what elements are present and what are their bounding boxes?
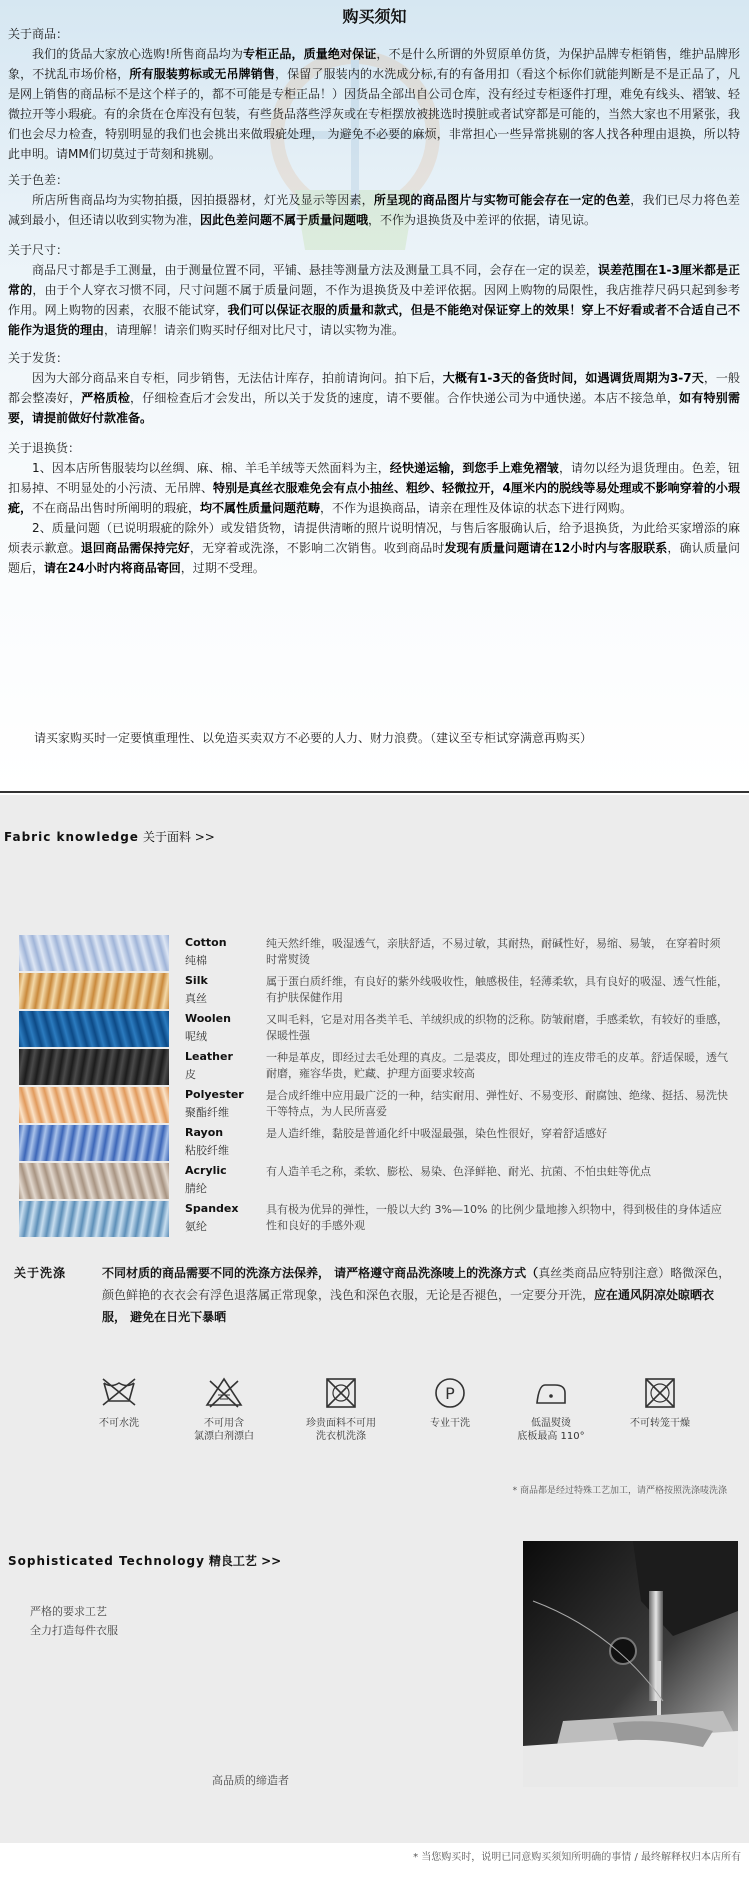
no-machine-wash-icon <box>321 1375 361 1411</box>
fabric-heading-cn: 关于面料 >> <box>142 830 215 844</box>
section-heading: 关于发货： <box>8 351 69 365</box>
closing-note: 请买家购买时一定要慎重理性、以免造买卖双方不必要的人力、财力浪费。（建议至专柜试穿满意再购买） <box>34 731 593 745</box>
body-text: ，过期不受理。 <box>180 561 265 575</box>
fabric-name-cn: 呢绒 <box>185 1030 207 1043</box>
fabric-description: 有人造羊毛之称，柔软、膨松、易染、色泽鲜艳、耐光、抗菌、不怕虫蛀等优点 <box>266 1165 651 1178</box>
dry-clean-icon <box>430 1375 470 1411</box>
fabric-item-leather <box>0 1049 749 1089</box>
emphasis-text: 不同材质的商品需要不同的洗涤方法保养， 请严格遵守商品洗涤唛上的洗涤方式（ <box>102 1266 539 1280</box>
body-text: ，我们已尽力将色差减到最小，但还请以收到实物为准， <box>8 193 740 227</box>
fabric-name-en: Cotton <box>185 936 227 949</box>
body-text: ，一般都会整凑好， <box>8 371 740 405</box>
technology-heading <box>8 1552 281 1569</box>
body-text: 因为大部分商品来自专柜，同步销售，无法估计库存，拍前请询问。拍下后， <box>32 371 443 385</box>
fabric-swatch <box>19 1011 169 1047</box>
body-text: ，保留了服装内的水洗成分标,有的有备用扣（看这个标你们就能判断是不是正品了，凡是网上销售的商品标不是这个样子的，都不可能是专柜正品！）因货品全部出自公司仓库，没有经过专柜逐件打理，难免有线头、褶皱、轻微拉开等小瑕疵。有的余货在仓库没有包装，有些货品落些浮灰或在专柜摆放被挑选时摸脏或者试穿都是可能的，当然大家也不用紧张，我们也会尽力检查，特别明显的我们也会挑出来做瑕疵处理， 为避免不必要的麻烦，非常担心一些异常挑剔的客人找各种理由退换，所以特此申明。请MM们切莫过于苛刻和挑剔。 <box>8 67 741 161</box>
fabric-description: 纯天然纤维，吸湿透气，亲肤舒适，不易过敏，其耐热，耐碱性好，易缩、易皱， 在穿着时须时常熨烫 <box>266 937 721 966</box>
body-text: 所店所售商品均为实物拍摄，因拍摄器材，灯光及显示等因素， <box>32 193 374 207</box>
no-tumble-dry-icon <box>640 1375 680 1411</box>
care-label: 不可用含 氯漂白剂漂白 <box>194 1418 254 1442</box>
body-text: 不在商品出售时所阐明的瑕疵， <box>32 501 201 515</box>
fabric-name-en: Leather <box>185 1050 233 1063</box>
fabric-item-silk <box>0 973 749 1013</box>
body-text: ，请勿以经为退货理由。色差，钮扣易掉、不明显处的小污渍、无吊牌、 <box>8 461 740 495</box>
fabric-item-acrylic <box>0 1163 749 1203</box>
no-wash-icon <box>99 1375 139 1411</box>
body-text: 2、质量问题（已说明瑕疵的除外）或发错货物，请提供清晰的照片说明情况，与售后客服确认后，给予退换货，为此给买家增添的麻烦表示歉意。 <box>8 521 740 555</box>
fabric-name-cn: 皮 <box>185 1068 196 1081</box>
section-body <box>8 44 740 164</box>
section-body <box>8 260 740 340</box>
technology-section <box>0 1525 749 1886</box>
purchase-notice <box>0 0 749 790</box>
fabric-swatch <box>19 1163 169 1199</box>
technology-line-3: 高品质的缔造者 <box>212 1774 289 1787</box>
emphasis-text: 应在通风阴凉处晾晒衣服， 避免在日光下暴晒 <box>102 1288 715 1324</box>
fabric-item-woolen <box>0 1011 749 1051</box>
care-label: 专业干洗 <box>430 1418 470 1429</box>
fabric-item-spandex <box>0 1201 749 1241</box>
care-instruction <box>615 1375 705 1430</box>
emphasis-text: 请在24小时内将商品寄回 <box>44 561 181 575</box>
body-text: ，不作为退换商品，请亲在理性及体谅的状态下进行网购。 <box>320 501 633 515</box>
fabric-swatch <box>19 973 169 1009</box>
fabric-name-en: Silk <box>185 974 208 987</box>
fabric-swatch <box>19 1049 169 1085</box>
fabric-description: 具有极为优异的弹性，一般以大约 3%—10% 的比例少量地掺入织物中，得到极佳的身体适应性和良好的手感外观 <box>266 1203 722 1232</box>
section-divider <box>0 791 749 793</box>
care-instruction <box>179 1375 269 1443</box>
emphasis-text: 均不属性质量问题范畴 <box>200 501 321 515</box>
washing-text <box>102 1262 732 1328</box>
fabric-name-cn: 聚酯纤维 <box>185 1106 229 1119</box>
fabric-knowledge <box>0 795 749 1525</box>
fabric-name-en: Woolen <box>185 1012 231 1025</box>
fabric-name-en: Polyester <box>185 1088 244 1101</box>
section-body <box>8 368 740 428</box>
fabric-name-cn: 粘胶纤维 <box>185 1144 229 1157</box>
fabric-name-cn: 纯棉 <box>185 954 207 967</box>
iron-low-icon <box>531 1375 571 1411</box>
section-heading: 关于色差： <box>8 173 69 187</box>
section-heading: 关于尺寸： <box>8 243 69 257</box>
returns-policy-2 <box>8 518 740 578</box>
section-body <box>8 190 740 230</box>
care-label: 不可水洗 <box>99 1418 139 1429</box>
svg-text:P: P <box>445 1384 455 1403</box>
emphasis-text: 退回商品需保持完好 <box>80 541 190 555</box>
care-instruction <box>506 1375 596 1443</box>
body-text: 真丝类商品应特别注意）略微深色，颜色鲜艳的衣衣会有浮色退落属正常现象，浅色和深色衣服，无论是否褪色，一定要分开洗， <box>102 1266 731 1302</box>
body-text: ，不是什么所谓的外贸原单仿货，为保护品牌专柜销售，维护品牌形象，不扰乱市场价格， <box>8 47 740 81</box>
returns-policy-1 <box>8 458 740 518</box>
fabric-swatch <box>19 1201 169 1237</box>
body-text: ，确认质量问题后， <box>8 541 740 575</box>
body-text: 1、因本店所售服装均以丝绸、麻、棉、羊毛羊绒等天然面料为主， <box>32 461 390 475</box>
section-heading: 关于商品： <box>8 27 69 41</box>
section-size <box>8 240 740 340</box>
fabric-description: 属于蛋白质纤维，有良好的紫外线吸收性，触感极佳，轻薄柔软，具有良好的吸湿、透气性能，有护肤保健作用 <box>266 975 728 1004</box>
fabric-swatch <box>19 935 169 971</box>
page-title: 购买须知 <box>342 7 407 26</box>
emphasis-text: 严格质检 <box>81 391 131 405</box>
emphasis-text: 误差范围在1-3厘米都是正常的 <box>8 263 740 297</box>
body-text: ，由于个人穿衣习惯不同，尺寸问题不属于质量问题，不作为退换货及中差评依据。因网上购物的局限性，我店推荐尺码只起到参考作用。网上购物的因素，衣服不能试穿， <box>8 283 740 317</box>
body-text: ，不作为退换货及中差评的依据，请见谅。 <box>368 213 597 227</box>
body-text: ，无穿着或洗涤，不影响二次销售。收到商品时 <box>189 541 445 555</box>
fabric-name-cn: 腈纶 <box>185 1182 207 1195</box>
fabric-heading <box>4 828 215 845</box>
footer-note: * 当您购买时，说明已同意购买须知所明确的事情 / 最终解释权归本店所有 <box>413 1852 741 1863</box>
care-instruction <box>296 1375 386 1443</box>
fabric-name-en: Spandex <box>185 1202 239 1215</box>
fabric-name-cn: 真丝 <box>185 992 207 1005</box>
fabric-item-polyester <box>0 1087 749 1127</box>
emphasis-text: 专柜正品，质量绝对保证 <box>243 47 377 61</box>
care-label: 低温熨烫 底板最高 110° <box>517 1418 585 1442</box>
care-label: 不可转笼干燥 <box>630 1418 690 1429</box>
care-label: 珍贵面料不可用 洗衣机洗涤 <box>306 1418 376 1442</box>
section-shipping <box>8 348 740 428</box>
fabric-name-en: Acrylic <box>185 1164 227 1177</box>
emphasis-text: 如有特别需要，请提前做好付款准备。 <box>8 391 740 425</box>
fabric-swatch <box>19 1125 169 1161</box>
body-text: 我们的货品大家放心选购!所售商品均为 <box>32 47 244 61</box>
care-note: * 商品都是经过特殊工艺加工，请严格按照洗涤唛洗涤 <box>512 1486 727 1496</box>
body-text: 商品尺寸都是手工测量，由于测量位置不同，平铺、悬挂等测量方法及测量工具不同，会存在一定的误差， <box>32 263 598 277</box>
technology-heading-en: Sophisticated Technology <box>8 1554 205 1568</box>
emphasis-text: 我们可以保证衣服的质量和款式，但是不能绝对保证穿上的效果！穿上不好看或者不合适自己不能作为退货的理由 <box>8 303 740 337</box>
emphasis-text: 发现有质量问题请在12小时内与客服联系 <box>444 541 668 555</box>
care-instruction <box>405 1375 495 1430</box>
fabric-description: 一种是革皮，即经过去毛处理的真皮。二是裘皮，即处理过的连皮带毛的皮革。舒适保暖，透气耐磨，雍容华贵，贮藏、护理方面要求较高 <box>266 1051 728 1080</box>
emphasis-text: 大概有1-3天的备货时间，如遇调货周期为3-7天 <box>442 371 704 385</box>
emphasis-text: 因此色差问题不属于质量问题哦 <box>200 213 369 227</box>
fabric-description: 是合成纤维中应用最广泛的一种，结实耐用、弹性好、不易变形、耐腐蚀、绝缘、挺括、易洗快干等特点，为人民所喜爱 <box>266 1089 728 1118</box>
no-bleach-icon <box>204 1375 244 1411</box>
technology-line-2: 全力打造每件衣服 <box>30 1624 118 1637</box>
fabric-heading-en: Fabric knowledge <box>4 830 139 844</box>
section-returns <box>8 438 740 578</box>
emphasis-text: 经快递运输，到您手上难免褶皱 <box>389 461 559 475</box>
care-instruction <box>74 1375 164 1430</box>
section-goods <box>8 24 740 164</box>
emphasis-text: 所有服装剪标或无吊牌销售 <box>129 67 275 81</box>
fabric-swatch <box>19 1087 169 1123</box>
technology-line-1: 严格的要求工艺 <box>30 1605 107 1618</box>
technology-panel <box>0 1525 749 1843</box>
section-heading: 关于退换货： <box>8 441 81 455</box>
fabric-item-rayon <box>0 1125 749 1165</box>
section-color <box>8 170 740 230</box>
emphasis-text: 特别是真丝衣服难免会有点小抽丝、粗纱、轻微拉开，4厘米内的脱线等易处理或不影响穿着的小瑕疵， <box>8 481 740 515</box>
sewing-machine-photo <box>523 1541 738 1787</box>
technology-heading-cn: 精良工艺 >> <box>208 1554 282 1568</box>
washing-heading: 关于洗涤 <box>14 1266 67 1280</box>
body-text: ，仔细检查后才会发出，所以关于发货的速度，请不要催。合作快递公司为中通快递。本店不接急单， <box>130 391 680 405</box>
fabric-description: 又叫毛料，它是对用各类羊毛、羊绒织成的织物的泛称。防皱耐磨，手感柔软，有较好的垂感，保暖性强 <box>266 1013 728 1042</box>
fabric-name-en: Rayon <box>185 1126 224 1139</box>
body-text: ，请理解！请亲们购买时仔细对比尺寸，请以实物为准。 <box>104 323 405 337</box>
fabric-item-cotton <box>0 935 749 975</box>
fabric-description: 是人造纤维，黏胶是普通化纤中吸湿最强，染色性很好，穿着舒适感好 <box>266 1127 607 1140</box>
emphasis-text: 所呈现的商品图片与实物可能会存在一定的色差 <box>373 193 631 207</box>
fabric-name-cn: 氨纶 <box>185 1220 207 1233</box>
